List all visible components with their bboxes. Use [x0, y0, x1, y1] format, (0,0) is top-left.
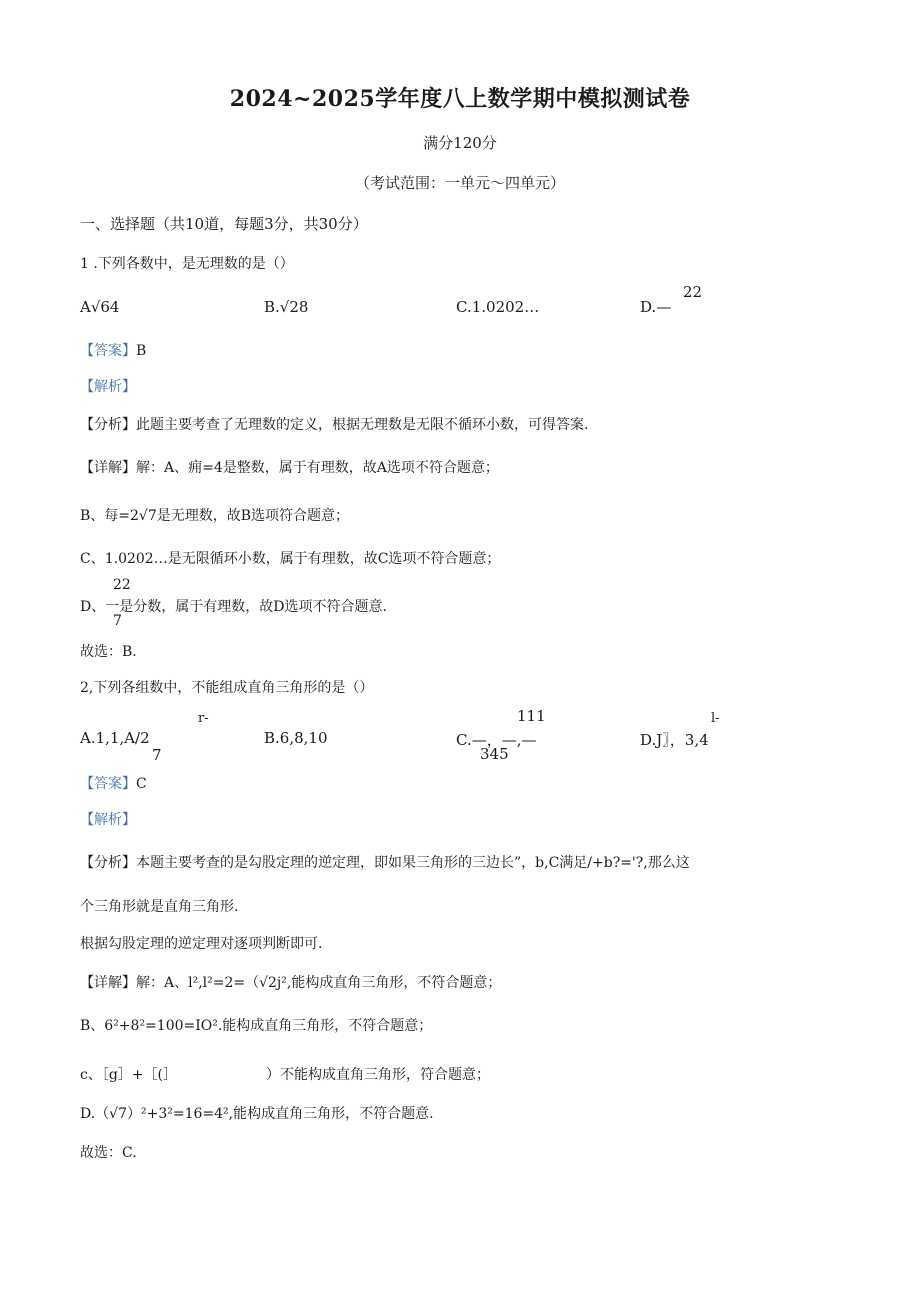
q2-option-a-sub: 7 [152, 746, 162, 764]
section-heading: 一、选择题（共10道，每题3分，共30分） [80, 215, 368, 233]
q1-option-a: A√64 [80, 298, 120, 316]
q1-option-d-numerator: 22 [683, 283, 703, 301]
q2-detail-c: c、［g］+［(］ [80, 1067, 177, 1083]
q1-option-c: C.1.0202… [456, 298, 540, 316]
q2-option-d-mark: l- [711, 711, 720, 726]
q2-detail-b: B、6²+8²=100=IO².能构成直角三角形，不符合题意； [80, 1018, 433, 1034]
q2-option-a-mark: r- [198, 711, 209, 726]
answer-tag: 【答案】 [80, 776, 136, 792]
q2-option-a: A.1,1,A/2 [80, 729, 150, 747]
q1-analysis: 【分析】此题主要考查了无理数的定义，根据无理数是无限不循环小数，可得答案. [80, 417, 589, 433]
q1-detail-c: C、1.0202…是无限循环小数，属于有理数，故C选项不符合题意； [80, 551, 501, 567]
q2-option-c-numerators: 111 [517, 707, 546, 725]
q1-option-b: B.√28 [264, 298, 309, 316]
q2-option-b: B.6,8,10 [264, 729, 328, 747]
q2-analysis-line-1: 【分析】本题主要考查的是勾股定理的逆定理，即如果三角形的三边长”，b,C满足/+b?='?,那么这 [80, 855, 690, 871]
q1-detail-d-denominator: 7 [113, 613, 122, 629]
q2-option-c: C.—，—,— [456, 731, 537, 749]
q2-conclusion: 故选：C. [80, 1145, 137, 1161]
q1-detail-b: B、每=2√7是无理数，故B选项符合题意； [80, 508, 350, 524]
full-score: 满分120分 [423, 134, 497, 152]
q2-option-c-denominators: 345 [480, 745, 509, 763]
q2-detail-c-result: ）不能构成直角三角形，符合题意； [266, 1067, 490, 1083]
q2-analysis-line-3: 根据勾股定理的逆定理对逐项判断即可. [80, 936, 323, 952]
q1-option-d: D.— [640, 298, 672, 316]
q1-detail-d-numerator: 22 [113, 577, 131, 593]
q1-stem: 1 .下列各数中，是无理数的是（） [80, 256, 294, 272]
q2-detail-a: 【详解】解：A、l²,l²=2=（√2j²,能构成直角三角形，不符合题意； [80, 975, 502, 991]
q1-answer: B [136, 343, 147, 359]
q1-conclusion: 故选：B. [80, 644, 137, 660]
exam-scope: （考试范围：一单元～四单元） [354, 174, 565, 192]
q2-stem: 2,下列各组数中，不能组成直角三角形的是（） [80, 680, 374, 696]
q2-option-d: D.J〗，3,4 [640, 731, 709, 749]
q2-detail-d: D.（√7）²+3²=16=4²,能构成直角三角形，不符合题意. [80, 1106, 434, 1122]
analysis-tag: 【解析】 [80, 379, 136, 395]
q1-detail-a: 【详解】解：A、痈=4是整数，属于有理数，故A选项不符合题意； [80, 460, 499, 476]
answer-tag: 【答案】 [80, 343, 136, 359]
analysis-tag: 【解析】 [80, 812, 136, 828]
q1-detail-d: D、一是分数，属于有理数，故D选项不符合题意. [80, 599, 387, 615]
q2-answer: C [136, 776, 147, 792]
page-title: 2024~2025学年度八上数学期中模拟测试卷 [229, 86, 691, 112]
q2-analysis-line-2: 个三角形就是直角三角形. [80, 899, 239, 915]
